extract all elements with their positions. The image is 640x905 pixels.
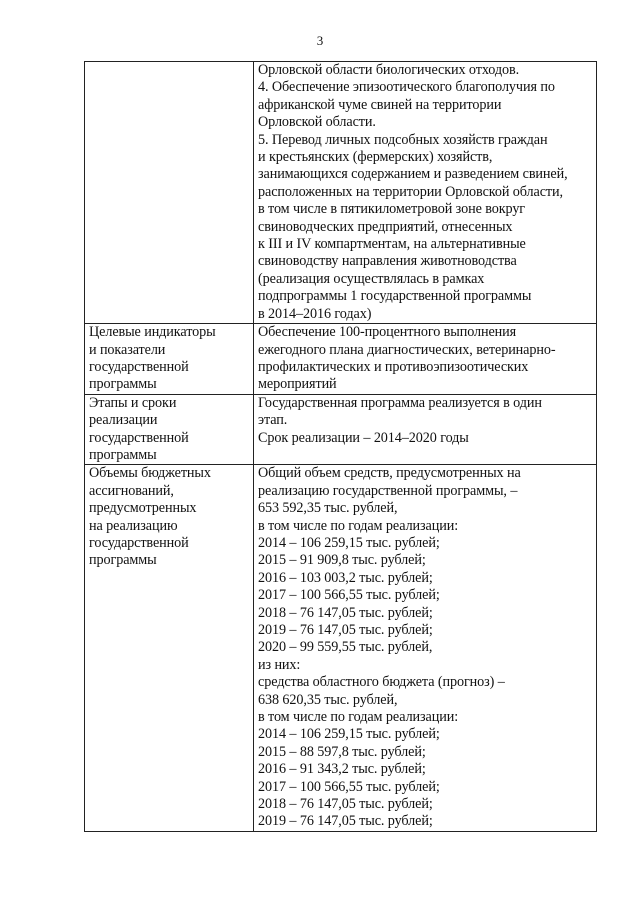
page-number: 3 <box>316 33 324 48</box>
table-row <box>85 62 597 324</box>
content-line: к III и IV компартментам, на альтернативные <box>258 236 526 253</box>
content-line: 2015 – 88 597,8 тыс. рублей; <box>258 743 426 760</box>
label-line: на реализацию <box>89 517 178 534</box>
content-line: подпрограммы 1 государственной программы <box>258 288 532 305</box>
label-line: программы <box>89 552 157 569</box>
content-line: 2017 – 100 566,55 тыс. рублей; <box>258 778 440 795</box>
table-row <box>85 394 597 465</box>
table-row <box>85 324 597 395</box>
content-line: африканской чуме свиней на территории <box>258 96 502 113</box>
content-line: Срок реализации – 2014–2020 годы <box>258 429 469 446</box>
content-line: Общий объем средств, предусмотренных на <box>258 465 521 482</box>
content-line: 2016 – 91 343,2 тыс. рублей; <box>258 761 426 778</box>
content-line: в том числе в пятикилометровой зоне вокруг <box>258 201 526 218</box>
label-line: и показатели <box>89 341 166 358</box>
label-line: реализации <box>89 412 158 429</box>
content-line: 2020 – 99 559,55 тыс. рублей, <box>258 639 433 656</box>
label-line: государственной <box>89 534 189 551</box>
content-line: 2014 – 106 259,15 тыс. рублей; <box>258 726 440 743</box>
row-label-cell <box>85 394 254 465</box>
content-line: свиноводству направления животноводства <box>258 253 517 270</box>
content-line: в том числе по годам реализации: <box>258 709 459 726</box>
label-line: предусмотренных <box>89 500 197 517</box>
label-line: программы <box>89 376 157 393</box>
label-line: государственной <box>89 429 189 446</box>
content-line: 2018 – 76 147,05 тыс. рублей; <box>258 796 433 813</box>
content-line: и крестьянских (фермерских) хозяйств, <box>258 149 493 166</box>
content-line: этап. <box>258 412 288 429</box>
content-line: Орловской области. <box>258 114 376 131</box>
row-label-cell <box>85 62 254 324</box>
row-content-cell <box>254 465 597 832</box>
label-line: Объемы бюджетных <box>89 465 211 482</box>
content-line: Орловской области биологических отходов. <box>258 62 520 78</box>
content-line: 4. Обеспечение эпизоотического благополучия по <box>258 79 555 96</box>
content-line: 638 620,35 тыс. рублей, <box>258 691 398 708</box>
content-line: из них: <box>258 656 301 673</box>
label-line: Целевые индикаторы <box>89 324 216 341</box>
content-line: расположенных на территории Орловской области, <box>258 183 563 200</box>
label-line: государственной <box>89 358 189 375</box>
table-row <box>85 465 597 832</box>
passport-table <box>84 61 597 832</box>
content-line: (реализация осуществлялась в рамках <box>258 270 485 287</box>
content-line: 2019 – 76 147,05 тыс. рублей; <box>258 813 433 830</box>
content-line: 2017 – 100 566,55 тыс. рублей; <box>258 587 440 604</box>
label-line: ассигнований, <box>89 482 174 499</box>
content-line: 2016 – 103 003,2 тыс. рублей; <box>258 569 433 586</box>
content-line: профилактических и противоэпизоотических <box>258 358 529 375</box>
label-line: программы <box>89 446 157 463</box>
content-line: мероприятий <box>258 376 337 393</box>
label-line: Этапы и сроки <box>89 394 177 411</box>
row-label-cell <box>85 465 254 832</box>
content-line: 653 592,35 тыс. рублей, <box>258 500 398 517</box>
content-line: занимающихся содержанием и разведением свиней, <box>258 166 568 183</box>
content-line: средства областного бюджета (прогноз) – <box>258 674 505 691</box>
content-line: Государственная программа реализуется в один <box>258 394 542 411</box>
content-line: 2015 – 91 909,8 тыс. рублей; <box>258 552 426 569</box>
content-line: реализацию государственной программы, – <box>258 482 518 499</box>
row-content-cell <box>254 324 597 395</box>
content-line: Обеспечение 100-процентного выполнения <box>258 324 517 341</box>
content-line: свиноводческих предприятий, отнесенных <box>258 218 513 235</box>
content-line: в 2014–2016 годах) <box>258 305 372 322</box>
content-line: 2019 – 76 147,05 тыс. рублей; <box>258 622 433 638</box>
content-line: ежегодного плана диагностических, ветеринарно- <box>258 341 556 358</box>
content-line: 2018 – 76 147,05 тыс. рублей; <box>258 604 433 621</box>
content-line: 2014 – 106 259,15 тыс. рублей; <box>258 534 440 551</box>
row-content-cell <box>254 62 597 324</box>
row-content-cell <box>254 394 597 465</box>
content-line: 5. Перевод личных подсобных хозяйств граждан <box>258 131 548 148</box>
content-line: в том числе по годам реализации: <box>258 517 459 534</box>
row-label-cell <box>85 324 254 395</box>
